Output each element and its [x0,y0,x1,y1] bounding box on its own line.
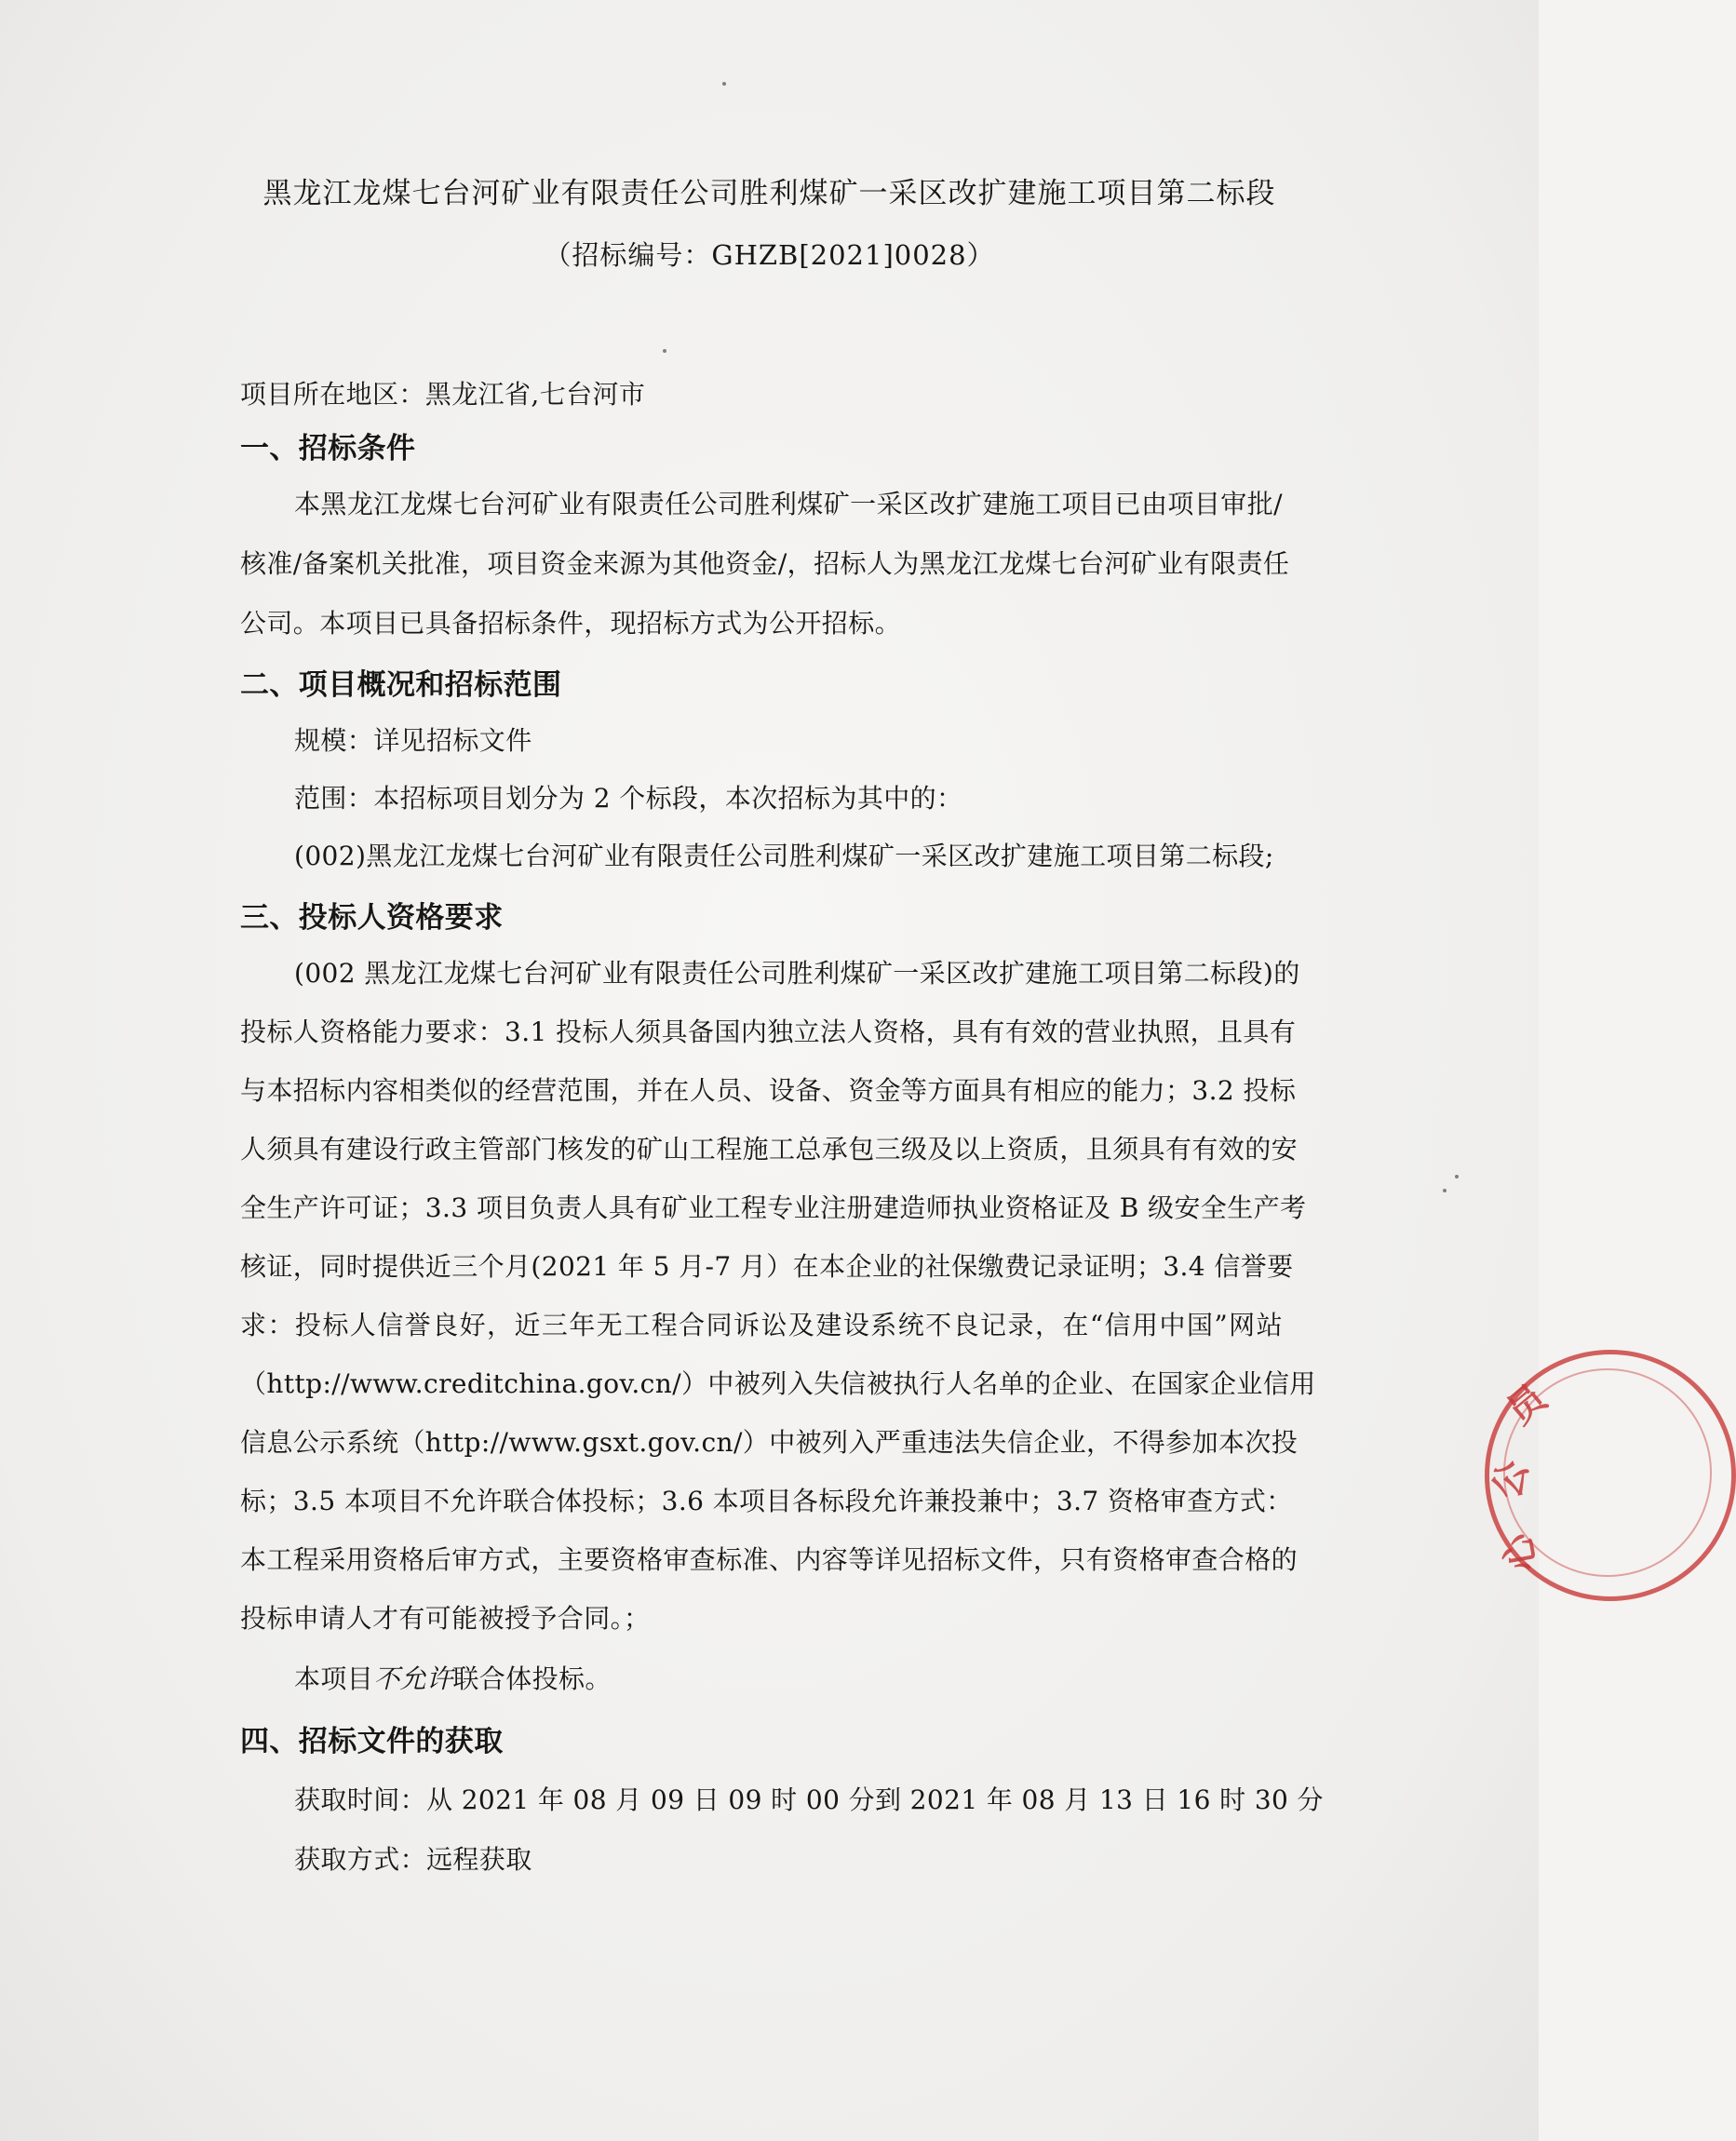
section-heading-1: 一、招标条件 [240,432,416,465]
paragraph-line: 本黑龙江龙煤七台河矿业有限责任公司胜利煤矿一采区改扩建施工项目已由项目审批/ [294,489,1283,519]
scan-speck [663,349,666,353]
paragraph-line: 人须具有建设行政主管部门核发的矿山工程施工总承包三级及以上资质，且须具有有效的安 [240,1134,1299,1165]
project-location: 项目所在地区：黑龙江省,七台河市 [240,379,646,410]
paragraph-line: （http://www.creditchina.gov.cn/）中被列入失信被执行人名单的企业、在国家企业信用 [240,1368,1316,1399]
paragraph-line: 信息公示系统（http://www.gsxt.gov.cn/）中被列入严重违法失信企业，不得参加本次投 [240,1427,1299,1458]
paragraph-line: 与本招标内容相类似的经营范围，并在人员、设备、资金等方面具有相应的能力；3.2 投标 [240,1075,1297,1106]
joint-bid-prefix: 本项目 [294,1663,374,1694]
seal-char: 员 [1499,1376,1555,1434]
acquisition-time: 获取时间：从 2021 年 08 月 09 日 09 时 00 分到 2021 年 08 月 13 日 16 时 30 分 [294,1784,1324,1815]
scan-speck [1455,1175,1459,1178]
paragraph-line: 核证，同时提供近三个月(2021 年 5 月-7 月）在本企业的社保缴费记录证明；3.4 信誉要 [240,1251,1294,1282]
joint-bid-line [294,1659,1283,1696]
paragraph-line: 投标申请人才有可能被授予合同。； [240,1603,651,1634]
scan-speck [722,82,726,86]
section-lot-line: (002)黑龙江龙煤七台河矿业有限责任公司胜利煤矿一采区改扩建施工项目第二标段; [294,841,1274,871]
paragraph-line: 标；3.5 本项目不允许联合体投标；3.6 本项目各标段允许兼投兼中；3.7 资格审查方式： [240,1486,1293,1516]
seal-char: 心 [1496,1530,1545,1575]
section-heading-2: 二、项目概况和招标范围 [240,668,562,702]
paragraph-line: (002 黑龙江龙煤七台河矿业有限责任公司胜利煤矿一采区改扩建施工项目第二标段)的 [294,958,1300,989]
scan-speck [1443,1189,1447,1192]
section-heading-3: 三、投标人资格要求 [240,901,504,935]
seal-char: 公 [1485,1456,1537,1503]
paragraph-line: 求：投标人信誉良好，近三年无工程合同诉讼及建设系统不良记录，在“信用中国”网站 [240,1310,1283,1340]
paragraph-line: 核准/备案机关批准，项目资金来源为其他资金/，招标人为黑龙江龙煤七台河矿业有限责任 [240,548,1290,579]
document-title: 黑龙江龙煤七台河矿业有限责任公司胜利煤矿一采区改扩建施工项目第二标段 [262,177,1276,210]
paragraph-line: 投标人资格能力要求：3.1 投标人须具备国内独立法人资格，具有有效的营业执照，且具有 [240,1017,1297,1047]
paragraph-line: 公司。本项目已具备招标条件，现招标方式为公开招标。 [240,608,902,639]
scale-line: 规模：详见招标文件 [294,725,532,756]
paragraph-line: 全生产许可证；3.3 项目负责人具有矿业工程专业注册建造师执业资格证及 B 级安全生产考 [240,1192,1307,1223]
joint-bid-handwritten: 不允许 [373,1663,453,1694]
acquisition-method: 获取方式：远程获取 [294,1844,532,1875]
joint-bid-suffix: 联合体投标。 [452,1663,612,1694]
section-heading-4: 四、招标文件的获取 [240,1725,504,1758]
tender-number: （招标编号：GHZB[2021]0028） [544,239,995,271]
paragraph-line: 本工程采用资格后审方式，主要资格审查标准、内容等详见招标文件，只有资格审查合格的 [240,1544,1299,1575]
scope-line: 范围：本招标项目划分为 2 个标段，本次招标为其中的： [294,783,963,814]
